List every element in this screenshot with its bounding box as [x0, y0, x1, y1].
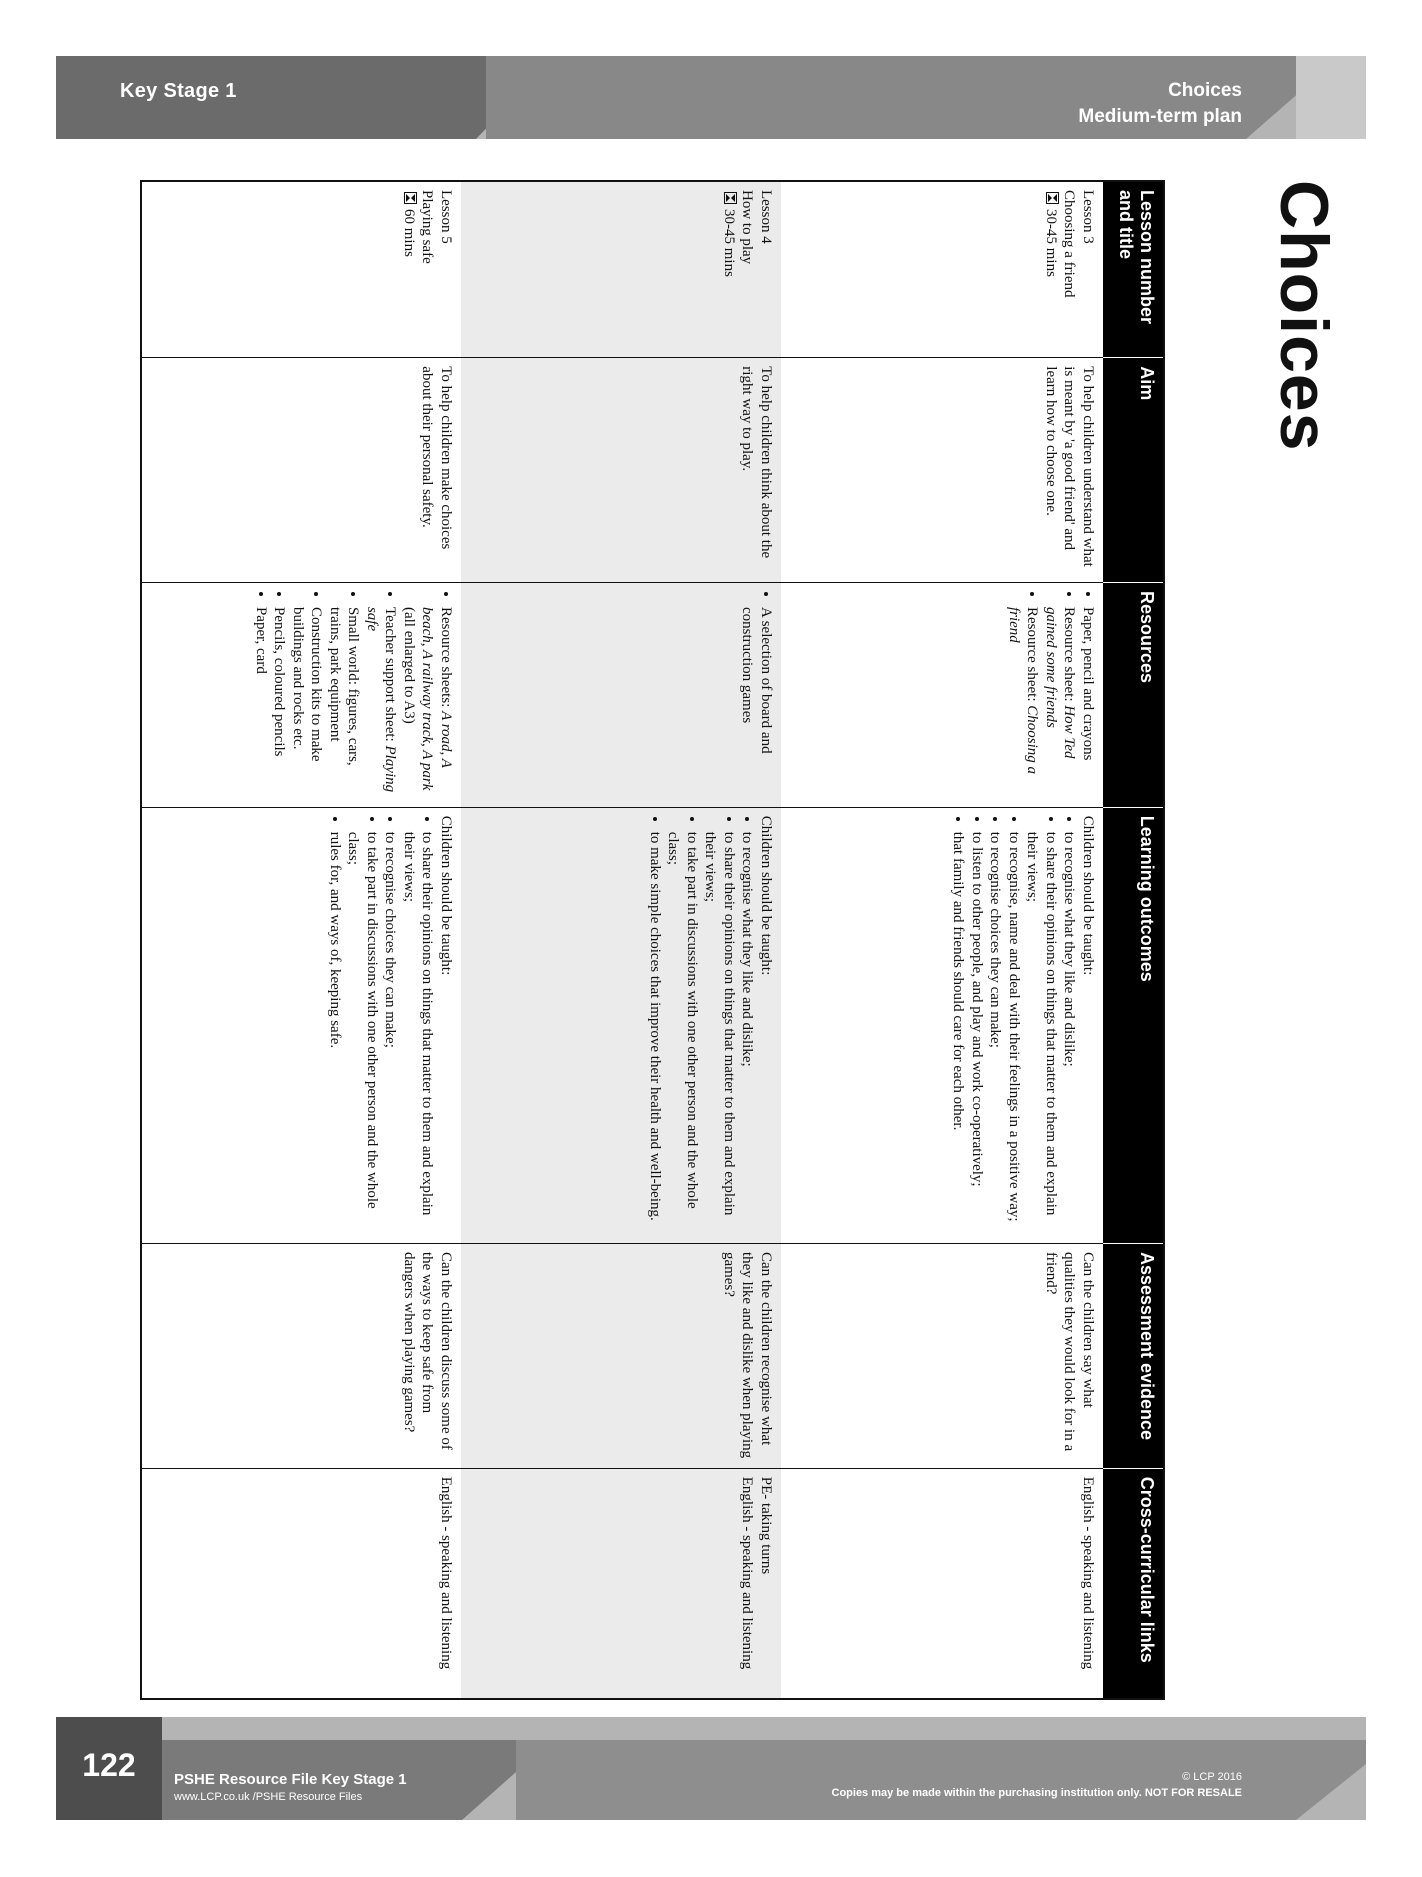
lesson-title: Choosing a friend: [1061, 190, 1078, 298]
list-item: • Small world: figures, cars, trains, park equipment: [326, 607, 363, 799]
assessment-cell: Can the children recognise what they like and dislike when playing games?: [461, 1243, 781, 1468]
lesson-time: [400, 190, 419, 349]
resource-text: Resource sheet:: [1061, 606, 1078, 706]
resource-title: How Ted gained some friends: [1043, 606, 1078, 759]
resource-title: A road, A beach, A railway track, A park: [419, 606, 454, 791]
list-item: • Construction kits to make buildings and rocks etc.: [289, 607, 326, 799]
resource-text: Resource sheet:: [1024, 606, 1041, 706]
hourglass-icon: [724, 192, 737, 204]
lesson-title: Playing safe: [419, 190, 436, 264]
table-header-row: [1103, 181, 1164, 1699]
outcomes-intro: Children should be taught:: [438, 815, 454, 976]
list-item: • to listen to other people, and play and work co-operatively;: [968, 832, 987, 1235]
list-item: • that family and friends should care for each other.: [949, 832, 968, 1235]
outcomes-cell: [461, 807, 781, 1243]
col-lesson: Lesson number and title: [1103, 181, 1164, 358]
table-row: [461, 181, 781, 1699]
list-item: • to recognise choices they can make;: [381, 832, 400, 1235]
resource-text: Paper, pencil and crayons: [1080, 606, 1096, 761]
cross-curricular-cell: English - speaking and listening: [781, 1468, 1103, 1699]
list-item: • Paper, card: [252, 607, 271, 799]
resource-text: Teacher support sheet:: [382, 606, 399, 746]
lesson-cell: [461, 181, 781, 358]
resources-cell: [781, 582, 1103, 807]
header-plan-type: Medium-term plan: [1078, 106, 1242, 127]
table-row: [781, 181, 1103, 1699]
lesson-cell: [141, 181, 461, 358]
list-item: • to take part in discussions with one other person and the whole class;: [664, 832, 701, 1235]
outcomes-intro: Children should be taught:: [758, 815, 774, 976]
cross-curricular-cell: PE- taking turns English - speaking and listening: [461, 1468, 781, 1699]
list-item: [1042, 607, 1079, 799]
footer-copyright: © LCP 2016: [1182, 1771, 1242, 1783]
list-item: • A selection of board and construction games: [738, 607, 775, 799]
list-item: • to share their opinions on things that matter to them and explain their views;: [400, 832, 437, 1235]
page-title: Choices: [1266, 180, 1342, 452]
time-label: 30-45 mins: [1043, 209, 1059, 277]
time-label: 30-45 mins: [721, 209, 737, 277]
resource-title: Choosing a friend: [1006, 606, 1041, 775]
header-right: [1078, 78, 1242, 130]
list-item: • to make simple choices that improve their health and well-being.: [646, 832, 665, 1235]
page-footer: [56, 1717, 1366, 1820]
col-cross-curricular: Cross-curricular links: [1103, 1468, 1164, 1699]
resource-text: Resource sheets:: [438, 606, 454, 712]
list-item: • Pencils, coloured pencils: [270, 607, 289, 799]
col-aim: Aim: [1103, 358, 1164, 583]
list-item: • to recognise choices they can make;: [986, 832, 1005, 1235]
footer-band-mid: [516, 1740, 1296, 1820]
page-number: 122: [82, 1747, 136, 1783]
col-outcomes: Learning outcomes: [1103, 807, 1164, 1243]
lesson-time: [1042, 190, 1061, 349]
outcomes-intro: Children should be taught:: [1080, 815, 1096, 976]
resources-cell: [141, 582, 461, 807]
lesson-cell: [781, 181, 1103, 358]
header-band-dark: [56, 56, 476, 139]
footer-url[interactable]: www.LCP.co.uk /PSHE Resource Files: [174, 1791, 363, 1803]
lesson-number: Lesson 3: [1080, 190, 1096, 244]
key-stage-label: Key Stage 1: [120, 80, 237, 102]
outcomes-cell: [141, 807, 461, 1243]
list-item: • rules for, and ways of, keeping safe.: [326, 832, 345, 1235]
resources-cell: [461, 582, 781, 807]
resources-list: [738, 591, 775, 799]
outcomes-list: [949, 816, 1079, 1235]
resources-list: [252, 591, 456, 799]
plan-table: [140, 180, 1165, 1700]
title-wrap: [1225, 180, 1342, 580]
hourglass-icon: [404, 192, 417, 204]
lesson-number: Lesson 5: [438, 190, 454, 244]
list-item: • to take part in discussions with one other person and the whole class;: [344, 832, 381, 1235]
col-assessment: Assessment evidence: [1103, 1243, 1164, 1468]
cross-curricular-cell: English - speaking and listening: [141, 1468, 461, 1699]
lesson-number: Lesson 4: [758, 190, 774, 244]
list-item: [363, 607, 400, 799]
header-band-light: [1296, 56, 1366, 139]
page-header: [56, 56, 1366, 139]
assessment-cell: Can the children say what qualities they would look for in a friend?: [781, 1243, 1103, 1468]
header-topic: Choices: [1168, 80, 1242, 101]
aim-cell: To help children think about the right way to play.: [461, 358, 781, 583]
list-item: [1079, 607, 1098, 799]
lesson-time: [720, 190, 739, 349]
table-row: [141, 181, 461, 1699]
footer-title: PSHE Resource File Key Stage 1: [174, 1771, 407, 1788]
aim-cell: To help children understand what is meant by 'a good friend' and learn how to choose one.: [781, 358, 1103, 583]
lesson-title: How to play: [739, 190, 756, 265]
list-item: • to share their opinions on things that matter to them and explain their views;: [1023, 832, 1060, 1235]
resources-list: [1005, 591, 1098, 799]
list-item: • to share their opinions on things that matter to them and explain their views;: [701, 832, 738, 1235]
resource-note: (all enlarged to A3): [401, 606, 417, 724]
list-item: • to recognise, name and deal with their feelings in a positive way;: [1005, 832, 1024, 1235]
footer-note: Copies may be made within the purchasing institution only. NOT FOR RESALE: [831, 1787, 1242, 1799]
time-label: 60 mins: [401, 209, 417, 257]
list-item: • to recognise what they like and dislike;: [1060, 832, 1079, 1235]
assessment-cell: Can the children discuss some of the ways to keep safe from dangers when playing games?: [141, 1243, 461, 1468]
resource-title: Playing safe: [364, 606, 399, 793]
list-item: [400, 607, 456, 799]
outcomes-cell: [781, 807, 1103, 1243]
col-resources: Resources: [1103, 582, 1164, 807]
hourglass-icon: [1046, 192, 1059, 204]
outcomes-list: [326, 816, 437, 1235]
outcomes-list: [646, 816, 757, 1235]
rotated-plan: [120, 180, 1342, 1700]
aim-cell: To help children make choices about their personal safety.: [141, 358, 461, 583]
list-item: [1005, 607, 1042, 799]
list-item: • to recognise what they like and dislike;: [738, 832, 757, 1235]
